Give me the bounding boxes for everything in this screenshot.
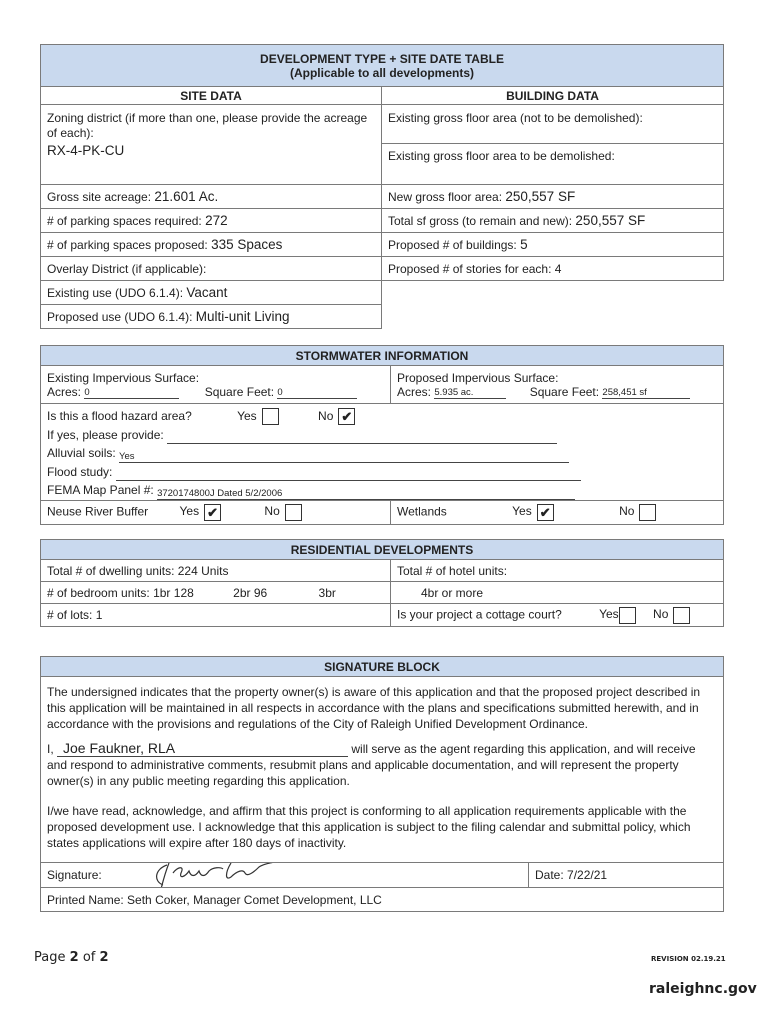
flood-no-label: No bbox=[318, 409, 334, 423]
buildings-value: 5 bbox=[520, 237, 528, 252]
agent-name[interactable]: Joe Faukner, RLA bbox=[57, 741, 348, 757]
total-sf-value: 250,557 SF bbox=[575, 213, 646, 228]
page-of: of bbox=[82, 950, 96, 965]
parking-required[interactable] bbox=[41, 209, 382, 233]
existing-acres-label: Acres: bbox=[47, 384, 82, 399]
existing-impervious-label: Existing Impervious Surface: bbox=[47, 370, 200, 385]
hotel-units[interactable] bbox=[391, 560, 724, 582]
br3-label: 3br bbox=[318, 585, 336, 600]
existing-gross-label: Existing gross floor area (not to be demolished): bbox=[388, 111, 643, 125]
parking-req-value: 272 bbox=[205, 213, 228, 228]
signature-table bbox=[40, 656, 724, 912]
date-field[interactable] bbox=[529, 863, 724, 888]
fema-value[interactable]: 3720174800J Dated 5/2/2006 bbox=[157, 488, 575, 500]
gross-site-acreage[interactable] bbox=[41, 185, 382, 209]
flood-hazard-question: Is this a flood hazard area? bbox=[47, 409, 192, 423]
proposed-use[interactable] bbox=[41, 305, 382, 329]
page-number bbox=[34, 950, 109, 965]
gross-site-value: 21.601 Ac. bbox=[154, 189, 219, 204]
signature-header: SIGNATURE BLOCK bbox=[41, 657, 724, 677]
proposed-sqft-label: Square Feet: bbox=[529, 384, 600, 399]
signature-label: Signature: bbox=[47, 868, 102, 882]
existing-gross-floor-area[interactable] bbox=[382, 105, 724, 144]
residential-table bbox=[40, 539, 724, 627]
dev-table-subtitle: (Applicable to all developments) bbox=[289, 65, 475, 80]
overlay-district[interactable] bbox=[41, 257, 382, 281]
br2-label: 2br bbox=[233, 585, 251, 600]
zoning-cell[interactable] bbox=[41, 105, 382, 185]
demolished-label: Existing gross floor area to be demolished: bbox=[388, 149, 615, 163]
flood-yes-checkbox[interactable] bbox=[262, 408, 279, 425]
proposed-buildings[interactable] bbox=[382, 233, 724, 257]
empty-cell bbox=[382, 281, 724, 329]
proposed-acres-value: 5.935 ac. bbox=[434, 387, 506, 399]
stormwater-table bbox=[40, 345, 724, 525]
br4-label: 4br or more bbox=[421, 585, 484, 600]
existing-use-value: Vacant bbox=[186, 285, 228, 300]
cottage-court bbox=[391, 604, 724, 627]
stormwater-header: STORMWATER INFORMATION bbox=[41, 346, 724, 366]
parking-req-label: # of parking spaces required: bbox=[47, 214, 202, 228]
date-label: Date: bbox=[535, 868, 564, 882]
buildings-label: Proposed # of buildings: bbox=[388, 238, 517, 252]
wetlands-no-label: No bbox=[619, 504, 635, 519]
neuse-no-checkbox[interactable] bbox=[285, 504, 302, 521]
dwelling-label: Total # of dwelling units: bbox=[47, 563, 175, 578]
br1-label: 1br bbox=[153, 585, 171, 600]
wetlands-yes-checkbox[interactable]: ✔ bbox=[537, 504, 554, 521]
existing-use[interactable] bbox=[41, 281, 382, 305]
building-data-header: BUILDING DATA bbox=[382, 87, 724, 105]
if-yes-field[interactable] bbox=[167, 432, 557, 444]
flood-hazard-section bbox=[41, 404, 724, 501]
bedroom-units[interactable] bbox=[41, 582, 391, 604]
dwelling-value: 224 Units bbox=[177, 563, 229, 578]
cottage-no-checkbox[interactable] bbox=[673, 607, 690, 624]
revision-label: REVISION 02.19.21 bbox=[651, 955, 726, 963]
site-data-header: SITE DATA bbox=[41, 87, 382, 105]
lots-value: 1 bbox=[95, 608, 103, 622]
fema-label: FEMA Map Panel #: bbox=[47, 483, 154, 497]
cottage-yes-label: Yes bbox=[599, 607, 619, 622]
existing-sqft-value: 0 bbox=[277, 387, 357, 399]
wetlands bbox=[391, 500, 724, 524]
agent-text-1: will serve as the agent regarding this application, and will receive bbox=[351, 742, 696, 756]
signature-text bbox=[41, 677, 724, 863]
lots[interactable] bbox=[41, 604, 391, 627]
zoning-label: Zoning district (if more than one, please provide the acreage of each): bbox=[47, 111, 368, 140]
proposed-use-label: Proposed use (UDO 6.1.4): bbox=[47, 310, 193, 324]
website-link[interactable]: raleighnc.gov bbox=[649, 981, 757, 997]
stories-label: Proposed # of stories for each: bbox=[388, 261, 552, 276]
cottage-no-label: No bbox=[653, 607, 669, 622]
cottage-label: Is your project a cottage court? bbox=[397, 607, 562, 622]
i-label: I, bbox=[47, 742, 54, 756]
total-sf-label: Total sf gross (to remain and new): bbox=[388, 214, 573, 228]
if-yes-label: If yes, please provide: bbox=[47, 427, 164, 442]
neuse-yes-label: Yes bbox=[179, 504, 200, 519]
signature-field[interactable] bbox=[41, 863, 529, 888]
proposed-use-value: Multi-unit Living bbox=[195, 309, 290, 324]
flood-study-field[interactable] bbox=[116, 469, 581, 481]
br1-value: 128 bbox=[173, 585, 194, 600]
wetlands-yes-label: Yes bbox=[512, 504, 532, 519]
cottage-yes-checkbox[interactable] bbox=[619, 607, 636, 624]
page-total: 2 bbox=[99, 950, 109, 965]
existing-impervious[interactable] bbox=[41, 366, 391, 404]
proposed-stories[interactable] bbox=[382, 257, 724, 281]
flood-study-label: Flood study: bbox=[47, 464, 113, 479]
page-num: 2 bbox=[69, 950, 79, 965]
wetlands-no-checkbox[interactable] bbox=[639, 504, 656, 521]
signature-scribble bbox=[151, 863, 281, 888]
proposed-impervious[interactable] bbox=[391, 366, 724, 404]
dwelling-units[interactable] bbox=[41, 560, 391, 582]
demolished-floor-area[interactable] bbox=[382, 144, 724, 185]
site-data-table bbox=[40, 44, 724, 329]
wetlands-label: Wetlands bbox=[397, 504, 447, 519]
date-value: 7/22/21 bbox=[567, 868, 608, 882]
alluvial-value[interactable]: Yes bbox=[119, 451, 569, 463]
page-prefix: Page bbox=[34, 950, 66, 965]
neuse-river-buffer bbox=[41, 500, 391, 524]
zoning-value: RX-4-PK-CU bbox=[47, 143, 125, 158]
printed-label: Printed Name: bbox=[47, 892, 124, 907]
new-gross-value: 250,557 SF bbox=[505, 189, 576, 204]
proposed-impervious-label: Proposed Impervious Surface: bbox=[397, 370, 559, 385]
neuse-no-label: No bbox=[264, 504, 280, 519]
bedroom-4plus[interactable] bbox=[391, 582, 724, 604]
lots-label: # of lots: bbox=[47, 608, 93, 622]
flood-yes-label: Yes bbox=[237, 409, 257, 423]
proposed-acres-label: Acres: bbox=[397, 384, 432, 399]
neuse-label: Neuse River Buffer bbox=[47, 504, 149, 519]
parking-proposed[interactable] bbox=[41, 233, 382, 257]
stories-value: 4 bbox=[554, 261, 562, 276]
sig-para-3: I/we have read, acknowledge, and affirm that this project is conforming to all application requirements applicable with the proposed development use. I acknowledge that this application is subject to the filing calendar and submittal policy, which states applications will expire after 180 days of inactivity. bbox=[47, 804, 691, 850]
neuse-yes-checkbox[interactable]: ✔ bbox=[204, 504, 221, 521]
sig-para-1: The undersigned indicates that the property owner(s) is aware of this application and that the proposed project described in this application will be maintained in all respects in accordance with the plans and specifications submitted herewith, and in accordance with the provisions and regulations of the City of Raleigh Unified Development Ordinance. bbox=[47, 685, 701, 731]
residential-header: RESIDENTIAL DEVELOPMENTS bbox=[41, 540, 724, 560]
new-gross-floor-area[interactable] bbox=[382, 185, 724, 209]
alluvial-label: Alluvial soils: bbox=[47, 446, 116, 460]
printed-value: Seth Coker, Manager Comet Development, LLC bbox=[127, 892, 382, 907]
existing-use-label: Existing use (UDO 6.1.4): bbox=[47, 286, 184, 300]
overlay-label: Overlay District (if applicable): bbox=[47, 261, 207, 276]
dev-table-title: DEVELOPMENT TYPE + SITE DATE TABLE bbox=[260, 51, 504, 66]
proposed-sqft-value: 258,451 sf bbox=[602, 387, 690, 399]
parking-prop-value: 335 Spaces bbox=[211, 237, 283, 252]
gross-site-label: Gross site acreage: bbox=[47, 190, 152, 204]
existing-sqft-label: Square Feet: bbox=[204, 384, 275, 399]
existing-acres-value: 0 bbox=[84, 387, 179, 399]
total-sf-gross[interactable] bbox=[382, 209, 724, 233]
parking-prop-label: # of parking spaces proposed: bbox=[47, 238, 208, 252]
flood-no-checkbox[interactable]: ✔ bbox=[338, 408, 355, 425]
bedroom-label: # of bedroom units: bbox=[47, 585, 150, 600]
agent-text-2: and respond to administrative comments, resubmit plans and applicable documentation, and will represent the property owner(s) in any public meeting regarding this application. bbox=[47, 758, 679, 788]
br2-value: 96 bbox=[253, 585, 268, 600]
hotel-label: Total # of hotel units: bbox=[397, 563, 508, 578]
new-gross-label: New gross floor area: bbox=[388, 190, 503, 204]
dev-table-header bbox=[41, 45, 724, 87]
printed-name-field[interactable] bbox=[41, 888, 724, 912]
